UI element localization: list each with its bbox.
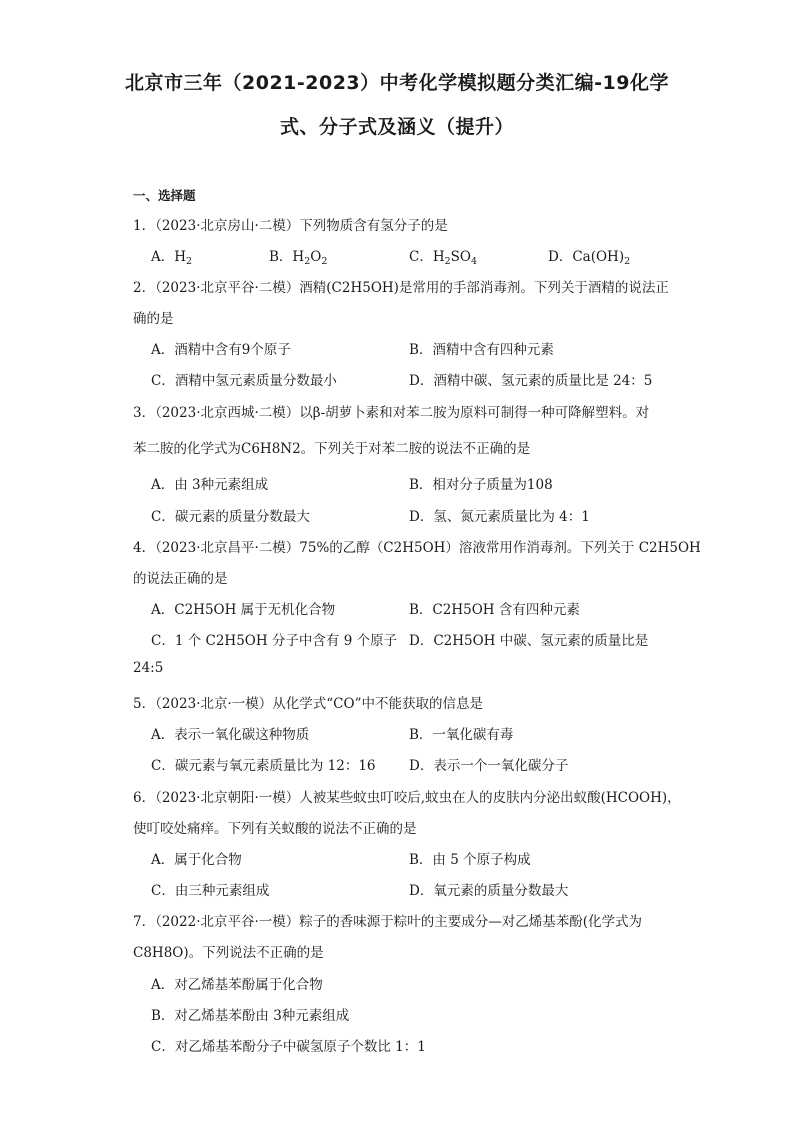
question-5-option-d[interactable]: D．表示一个一氧化碳分子 xyxy=(409,758,569,774)
question-2-stem-line-1: 2．（2023·北京平谷·二模）酒精(C2H5OH)是常用的手部消毒剂。下列关于酒精的说法正 xyxy=(133,280,669,296)
question-7-option-c[interactable]: C．对乙烯基苯酚分子中碳氢原子个数比 1：1 xyxy=(151,1039,426,1055)
question-3-option-c[interactable]: C．碳元素的质量分数最大 xyxy=(151,509,310,525)
question-4-stem-line-2: 的说法正确的是 xyxy=(133,571,228,587)
question-3-option-a[interactable]: A．由 3种元素组成 xyxy=(151,477,269,493)
question-1-option-a[interactable]: A．$H_2$ xyxy=(151,249,193,267)
question-1-option-b[interactable]: B．$H_2O_2$ xyxy=(269,249,328,267)
question-3-option-b[interactable]: B．相对分子质量为108 xyxy=(409,477,553,493)
question-6-option-a[interactable]: A．属于化合物 xyxy=(151,852,242,868)
question-5-option-b[interactable]: B．一氧化碳有毒 xyxy=(409,727,514,743)
question-5-option-c[interactable]: C．碳元素与氧元素质量比为 12：16 xyxy=(151,758,376,774)
question-5-stem: 5．（2023·北京·一模）从化学式“CO”中不能获取的信息是 xyxy=(133,696,483,712)
question-6-option-d[interactable]: D．氧元素的质量分数最大 xyxy=(409,883,569,899)
question-3-stem-line-2: 苯二胺的化学式为C6H8N2。下列关于对苯二胺的说法不正确的是 xyxy=(133,441,531,457)
question-3-option-d[interactable]: D．氢、氮元素质量比为 4：1 xyxy=(409,509,590,525)
section-heading: 一、选择题 xyxy=(133,188,196,203)
question-4-option-b[interactable]: B．C2H5OH 含有四种元素 xyxy=(409,602,580,618)
question-2-option-a[interactable]: A．酒精中含有9个原子 xyxy=(151,342,291,358)
question-7-stem-line-2: C8H8O)。下列说法不正确的是 xyxy=(133,945,324,961)
document-title-line-1: 北京市三年（2021-2023）中考化学模拟题分类汇编-19化学 xyxy=(125,72,669,94)
question-2-stem-line-2: 确的是 xyxy=(133,311,174,327)
question-7-option-a[interactable]: A．对乙烯基苯酚属于化合物 xyxy=(151,977,323,993)
question-7-option-b[interactable]: B．对乙烯基苯酚由 3种元素组成 xyxy=(151,1008,350,1024)
question-4-option-d[interactable]: D．C2H5OH 中碳、氢元素的质量比是 xyxy=(409,633,649,649)
question-2-option-d[interactable]: D．酒精中碳、氢元素的质量比是 24：5 xyxy=(409,373,653,389)
question-2-option-b[interactable]: B．酒精中含有四种元素 xyxy=(409,342,554,358)
document-title-line-2: 式、分子式及涵义（提升） xyxy=(279,116,514,138)
question-4-option-d-continuation: 24:5 xyxy=(133,660,164,676)
question-3-stem-line-1: 3．（2023·北京西城·二模）以β-胡萝卜素和对苯二胺为原料可制得一种可降解塑料。对 xyxy=(133,405,650,421)
question-6-option-b[interactable]: B．由 5 个原子构成 xyxy=(409,852,531,868)
question-6-stem-line-1: 6．（2023·北京朝阳·一模）人被某些蚊虫叮咬后,蚊虫在人的皮肤内分泌出蚁酸(HCOOH)， xyxy=(133,790,681,806)
question-4-stem-line-1: 4．（2023·北京昌平·二模）75%的乙醇（C2H5OH）溶液常用作消毒剂。下列关于 C2H5OH xyxy=(133,540,701,556)
question-6-option-c[interactable]: C．由三种元素组成 xyxy=(151,883,270,899)
question-1-option-c[interactable]: C．$H_2SO_4$ xyxy=(409,249,478,267)
question-1-option-d[interactable]: D．$Ca(OH)_2$ xyxy=(548,249,631,267)
question-4-option-c[interactable]: C．1 个 C2H5OH 分子中含有 9 个原子 xyxy=(151,633,398,649)
question-5-option-a[interactable]: A．表示一氧化碳这种物质 xyxy=(151,727,310,743)
question-1-stem: 1．（2023·北京房山·二模）下列物质含有氢分子的是 xyxy=(133,218,448,234)
question-6-stem-line-2: 使叮咬处痛痒。下列有关蚁酸的说法不正确的是 xyxy=(133,821,417,837)
question-4-option-a[interactable]: A．C2H5OH 属于无机化合物 xyxy=(151,602,336,618)
question-7-stem-line-1: 7．（2022·北京平谷·一模）粽子的香味源于粽叶的主要成分—对乙烯基苯酚(化学式为 xyxy=(133,914,643,930)
question-2-option-c[interactable]: C．酒精中氢元素质量分数最小 xyxy=(151,373,337,389)
